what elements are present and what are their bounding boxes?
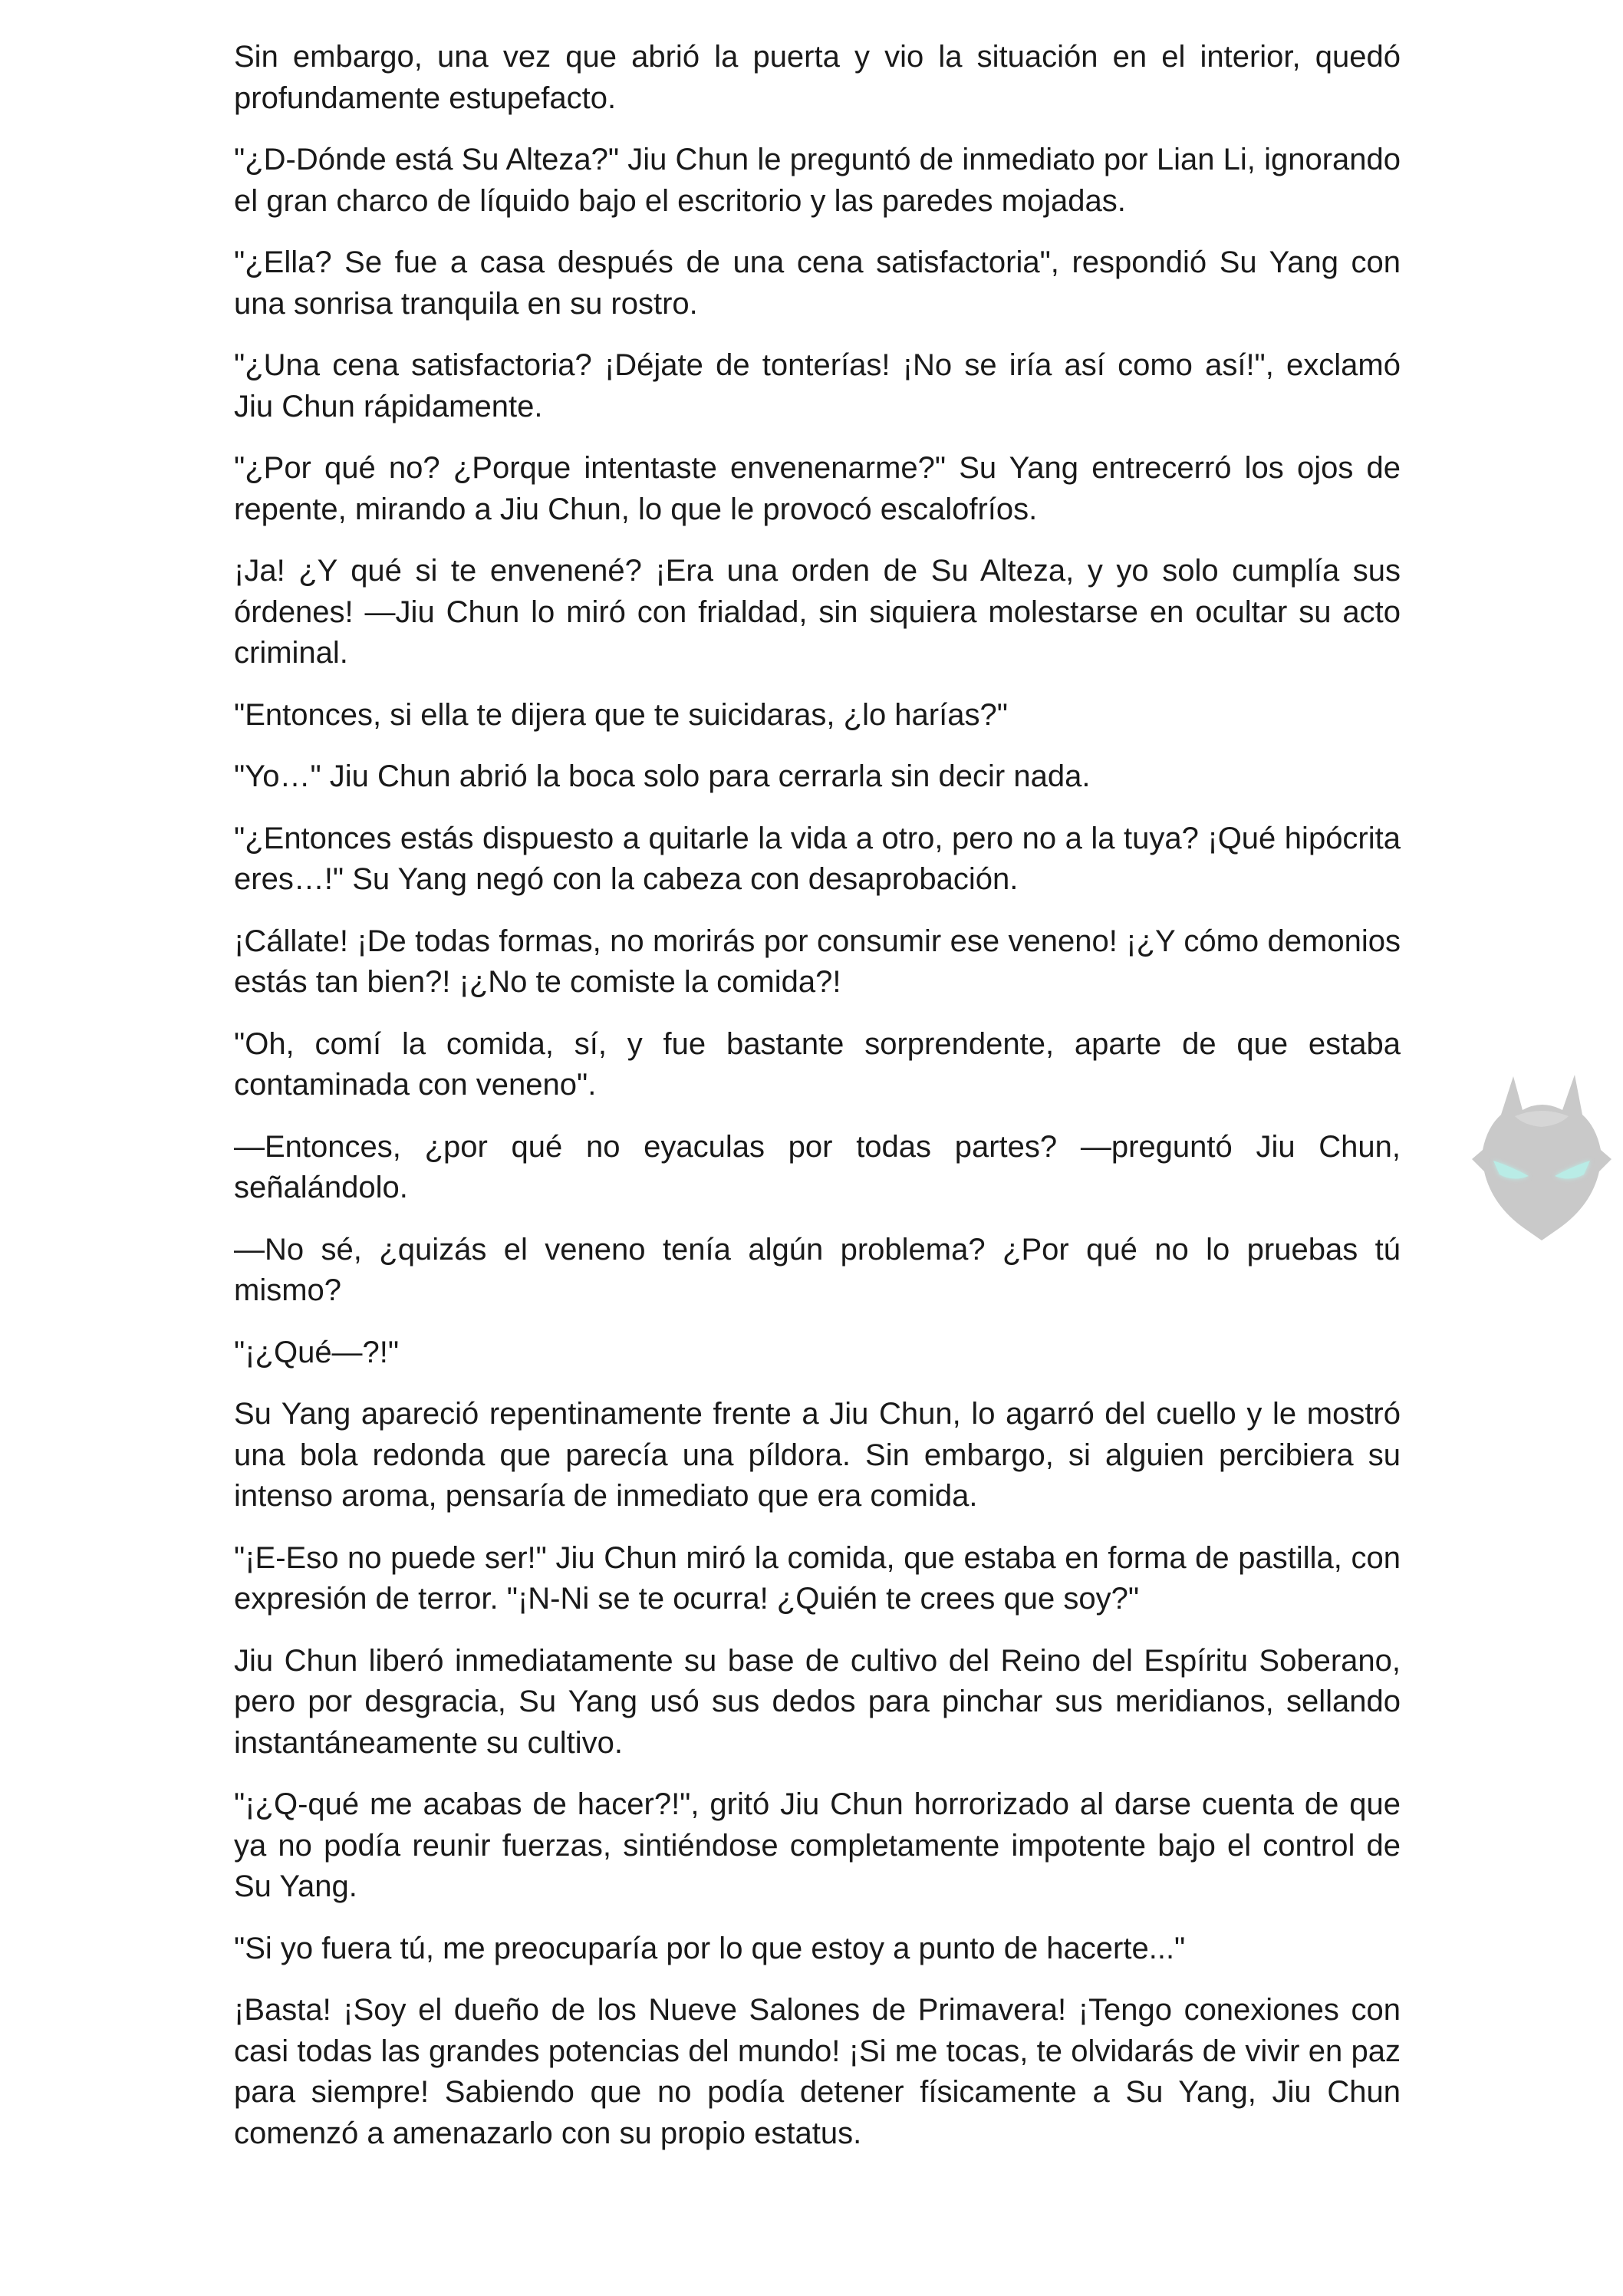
- demon-head-icon: [1469, 1070, 1615, 1247]
- paragraph: "¡¿Qué—?!": [234, 1335, 400, 1369]
- paragraph: —Entonces, ¿por qué no eyaculas por todas partes? —preguntó Jiu Chun, señalándolo.: [234, 1129, 1401, 1204]
- paragraph: "¿Entonces estás dispuesto a quitarle la vida a otro, pero no a la tuya? ¡Qué hipócrita eres…!" Su Yang negó con la cabeza con desaprobación.: [234, 821, 1401, 896]
- paragraph: "¿Por qué no? ¿Porque intentaste envenenarme?" Su Yang entrecerró los ojos de repente, mirando a Jiu Chun, lo que le provocó escalofríos.: [234, 451, 1401, 526]
- paragraph: "Oh, comí la comida, sí, y fue bastante sorprendente, aparte de que estaba contaminada con veneno".: [234, 1026, 1401, 1102]
- paragraph: Jiu Chun liberó inmediatamente su base de cultivo del Reino del Espíritu Soberano, pero por desgracia, Su Yang usó sus dedos para pinchar sus meridianos, sellando instantáneamente su cultivo.: [234, 1643, 1401, 1760]
- paragraph: "¿Ella? Se fue a casa después de una cena satisfactoria", respondió Su Yang con una sonrisa tranquila en su rostro.: [234, 245, 1401, 321]
- paragraph: "Yo…" Jiu Chun abrió la boca solo para cerrarla sin decir nada.: [234, 759, 1091, 793]
- paragraph: "Entonces, si ella te dijera que te suicidaras, ¿lo harías?": [234, 697, 1008, 732]
- paragraph: Sin embargo, una vez que abrió la puerta y vio la situación en el interior, quedó profundamente estupefacto.: [234, 40, 1401, 115]
- paragraph: ¡Cállate! ¡De todas formas, no morirás por consumir ese veneno! ¡¿Y cómo demonios estás tan bien?! ¡¿No te comiste la comida?!: [234, 924, 1401, 999]
- paragraph: "¿D-Dónde está Su Alteza?" Jiu Chun le preguntó de inmediato por Lian Li, ignorando el gran charco de líquido bajo el escritorio y las paredes mojadas.: [234, 143, 1401, 218]
- paragraph: ¡Ja! ¿Y qué si te envenené? ¡Era una orden de Su Alteza, y yo solo cumplía sus órdenes! —Jiu Chun lo miró con frialdad, sin siquiera molestarse en ocultar su acto criminal.: [234, 554, 1401, 670]
- paragraph: "¡E-Eso no puede ser!" Jiu Chun miró la comida, que estaba en forma de pastilla, con expresión de terror. "¡N-Ni se te ocurra! ¿Quién te crees que soy?": [234, 1540, 1401, 1616]
- paragraph: "Si yo fuera tú, me preocuparía por lo que estoy a punto de hacerte...": [234, 1931, 1186, 1965]
- paragraph: Su Yang apareció repentinamente frente a Jiu Chun, lo agarró del cuello y le mostró una bola redonda que parecía una píldora. Sin embargo, si alguien percibiera su intenso aroma, pensaría de inmediato que era comida.: [234, 1397, 1401, 1513]
- paragraph: "¡¿Q-qué me acabas de hacer?!", gritó Jiu Chun horrorizado al darse cuenta de que ya no podía reunir fuerzas, sintiéndose completamente impotente bajo el control de Su Yang.: [234, 1787, 1401, 1903]
- document-body: [234, 37, 1401, 2175]
- paragraph: —No sé, ¿quizás el veneno tenía algún problema? ¿Por qué no lo pruebas tú mismo?: [234, 1232, 1401, 1307]
- paragraph: ¡Basta! ¡Soy el dueño de los Nueve Salones de Primavera! ¡Tengo conexiones con casi todas las grandes potencias del mundo! ¡Si me tocas, te olvidarás de vivir en paz para siempre! Sabiendo que no podía detener físicamente a Su Yang, Jiu Chun comenzó a amenazarlo con su propio estatus.: [234, 1993, 1401, 2150]
- paragraph: "¿Una cena satisfactoria? ¡Déjate de tonterías! ¡No se iría así como así!", exclamó Jiu Chun rápidamente.: [234, 348, 1401, 423]
